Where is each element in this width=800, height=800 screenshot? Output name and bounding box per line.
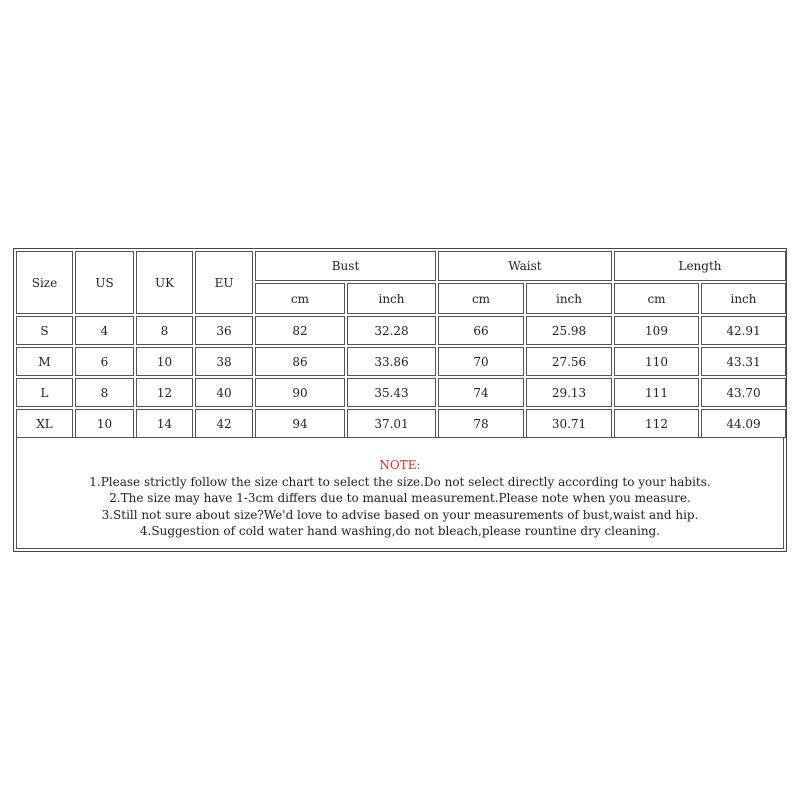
note-line-3: 3.Still not sure about size?We'd love to advise based on your measurements of bust,waist and hip. [101,507,699,522]
cell-size: L [16,378,73,407]
cell-length-cm: 112 [614,409,699,438]
cell-us: 4 [75,316,134,345]
header-bust-inch: inch [347,283,436,314]
cell-uk: 10 [136,347,193,376]
cell-size: M [16,347,73,376]
cell-uk: 8 [136,316,193,345]
cell-eu: 42 [195,409,253,438]
header-bust-cm: cm [255,283,345,314]
note-box [16,437,784,549]
cell-uk: 12 [136,378,193,407]
cell-waist-inch: 29.13 [526,378,612,407]
cell-bust-inch: 33.86 [347,347,436,376]
cell-length-inch: 44.09 [701,409,786,438]
size-chart-table [13,248,787,552]
cell-waist-cm: 74 [438,378,524,407]
note-line-1: 1.Please strictly follow the size chart to select the size.Do not select directly according to your habits. [89,474,711,489]
cell-eu: 36 [195,316,253,345]
header-length-cm: cm [614,283,699,314]
cell-size: XL [16,409,73,438]
cell-us: 8 [75,378,134,407]
header-waist: Waist [438,251,612,281]
cell-bust-inch: 35.43 [347,378,436,407]
cell-waist-inch: 27.56 [526,347,612,376]
cell-bust-cm: 90 [255,378,345,407]
cell-bust-inch: 32.28 [347,316,436,345]
header-us: US [75,251,134,314]
cell-bust-cm: 82 [255,316,345,345]
header-eu: EU [195,251,253,314]
cell-eu: 38 [195,347,253,376]
cell-size: S [16,316,73,345]
header-bust: Bust [255,251,436,281]
header-waist-inch: inch [526,283,612,314]
note-line-4: 4.Suggestion of cold water hand washing,do not bleach,please rountine dry cleaning. [139,524,661,538]
cell-length-cm: 111 [614,378,699,407]
cell-bust-cm: 86 [255,347,345,376]
cell-waist-cm: 78 [438,409,524,438]
cell-bust-cm: 94 [255,409,345,438]
cell-waist-cm: 66 [438,316,524,345]
header-size: Size [16,251,73,314]
cell-us: 6 [75,347,134,376]
cell-waist-cm: 70 [438,347,524,376]
cell-uk: 14 [136,409,193,438]
note-line-2: 2.The size may have 1-3cm differs due to manual measurement.Please note when you measure. [109,491,691,505]
cell-waist-inch: 25.98 [526,316,612,345]
cell-bust-inch: 37.01 [347,409,436,438]
cell-length-cm: 109 [614,316,699,345]
header-length: Length [614,251,786,281]
header-waist-cm: cm [438,283,524,314]
cell-eu: 40 [195,378,253,407]
cell-us: 10 [75,409,134,438]
cell-length-cm: 110 [614,347,699,376]
cell-waist-inch: 30.71 [526,409,612,438]
header-length-inch: inch [701,283,786,314]
cell-length-inch: 42.91 [701,316,786,345]
cell-length-inch: 43.31 [701,347,786,376]
cell-length-inch: 43.70 [701,378,786,407]
header-uk: UK [136,251,193,314]
note-title: NOTE: [379,458,421,472]
